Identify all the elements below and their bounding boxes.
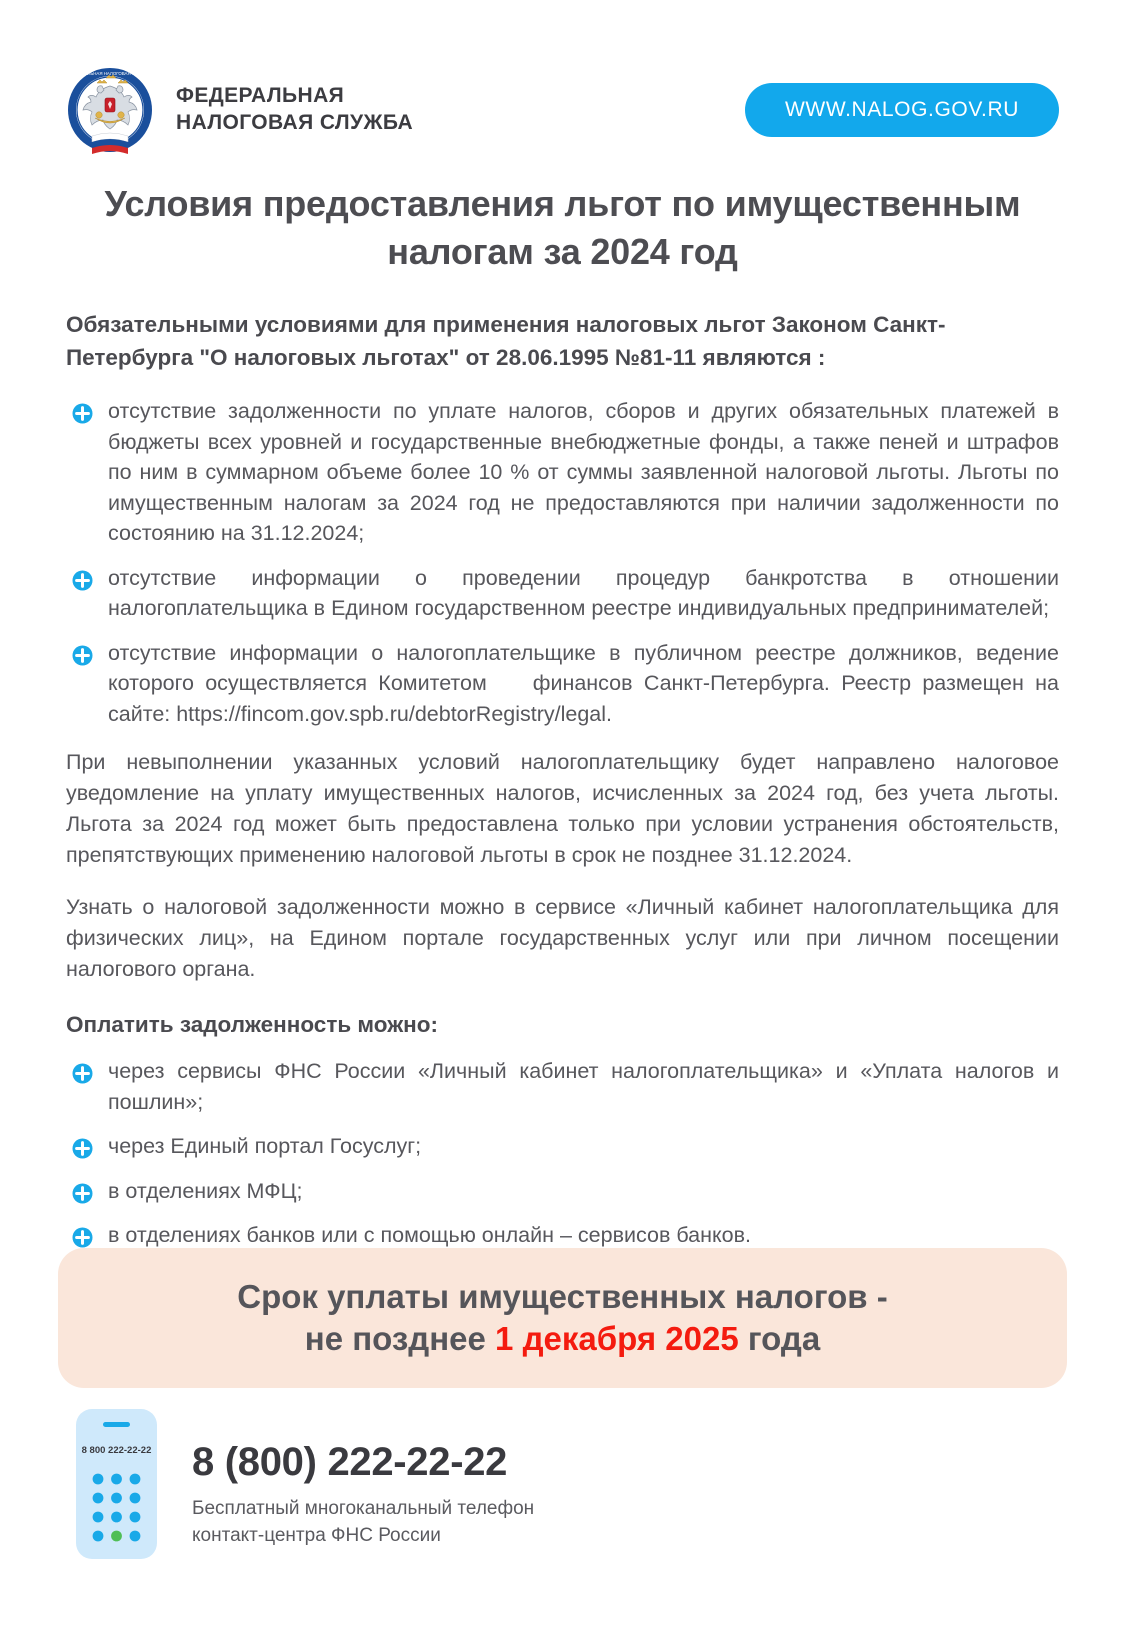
list-item <box>66 396 1059 549</box>
plus-circle-icon <box>72 1226 93 1247</box>
body-paragraph-1: При невыполнении указанных условий налогоплательщику будет направлено налоговое уведомление на уплату имущественных налогов, исчисленных за 2024 год, без учета льготы. Льгота за 2024 год может быть предоставлена только при условии устранения обстоятельств, препятствующих применению налоговой льготы в срок не позднее 31.12.2024. <box>66 750 1059 867</box>
contact-text-block <box>192 1408 534 1549</box>
list-item <box>66 563 1059 624</box>
deadline-line-1: Срок уплаты имущественных налогов - <box>237 1277 888 1315</box>
condition-text: отсутствие задолженности по уплате налогов, сборов и других обязательных платежей в бюджеты всех уровней и государственные внебюджетные фонды, а также пеней и штрафов по ним в суммарном объеме более 10 % от суммы заявленной налоговой льготы. Льготы по имущественным налогам за 2024 год не предоставляются при наличии задолженности по состоянию на 31.12.2024; <box>108 399 1059 546</box>
payment-methods-list <box>66 1056 1059 1251</box>
page-title: Условия предоставления льгот по имущественным налогам за 2024 год <box>104 183 1021 272</box>
list-item <box>66 638 1059 730</box>
body-paragraph-2: Узнать о налоговой задолженности можно в сервисе «Личный кабинет налогоплательщика для физических лиц», на Едином портале государственных услуг или при личном посещении налогового органа. <box>66 895 1059 981</box>
fns-org-line-1: ФЕДЕРАЛЬНАЯ <box>176 84 345 108</box>
payment-method-text: через Единый портал Госуслуг; <box>108 1134 422 1159</box>
conditions-list <box>66 396 1059 729</box>
list-item <box>66 1056 1059 1117</box>
lead-paragraph: Обязательными условиями для применения налоговых льгот Законом Санкт-Петербурга "О налоговых льготах" от 28.06.1995 №81-11 являются : <box>66 312 946 370</box>
list-item <box>66 1220 1059 1251</box>
list-item <box>66 1176 1059 1207</box>
contact-caption-line-1: Бесплатный многоканальный телефон <box>192 1498 535 1519</box>
condition-text: отсутствие информации о проведении процедур банкротства в отношении налогоплательщика в Едином государственном реестре индивидуальных предпринимателей; <box>108 565 1059 621</box>
plus-circle-icon <box>72 1137 93 1158</box>
fns-coat-of-arms-icon <box>66 66 154 154</box>
plus-circle-icon <box>72 1182 93 1203</box>
deadline-suffix: года <box>738 1320 821 1357</box>
contact-footer <box>75 1408 534 1560</box>
payment-method-text: в отделениях банков или с помощью онлайн – сервисов банков. <box>108 1223 752 1248</box>
fns-org-name <box>176 83 413 137</box>
fns-branding <box>66 66 413 154</box>
plus-circle-icon <box>72 644 93 665</box>
condition-text: отсутствие информации о налогоплательщике в публичном реестре должников, ведение которого осуществляется Комитетом <box>108 640 1059 696</box>
deadline-prefix: не позднее <box>304 1320 496 1357</box>
contact-caption <box>192 1496 534 1549</box>
svg-text:8 800 222-22-22: 8 800 222-22-22 <box>81 1445 152 1456</box>
payment-method-text: через сервисы ФНС России «Личный кабинет налогоплательщика» и «Уплата налогов и пошлин»; <box>108 1059 1059 1114</box>
contact-phone-number: 8 (800) 222-22-22 <box>192 1440 508 1484</box>
contact-caption-line-2: контакт-центра ФНС России <box>192 1524 441 1546</box>
fns-org-line-2: НАЛОГОВАЯ СЛУЖБА <box>176 111 414 134</box>
plus-circle-icon <box>72 569 93 590</box>
deadline-date-highlight: 1 декабря 2025 <box>495 1320 739 1357</box>
list-item <box>66 1131 1059 1162</box>
condition-text-tail: финансов Санкт-Петербурга. Реестр размещен на сайте: https://fincom.gov.spb.ru/debtorRegistry/legal. <box>108 671 1059 726</box>
svg-text:ФЕДЕРАЛЬНАЯ НАЛОГОВАЯ СЛУЖБА: ФЕДЕРАЛЬНАЯ НАЛОГОВАЯ СЛУЖБА <box>69 71 151 76</box>
main-content <box>66 180 1059 1269</box>
mobile-phone-icon <box>75 1408 158 1560</box>
deadline-banner <box>58 1248 1067 1388</box>
deadline-line-2 <box>305 1318 820 1360</box>
page-header <box>66 62 1059 158</box>
plus-circle-icon <box>72 1062 93 1083</box>
payment-subheading: Оплатить задолженность можно: <box>66 1011 438 1037</box>
plus-circle-icon <box>72 402 93 423</box>
payment-method-text: в отделениях МФЦ; <box>108 1178 303 1203</box>
website-url-badge[interactable]: WWW.NALOG.GOV.RU <box>745 83 1059 137</box>
